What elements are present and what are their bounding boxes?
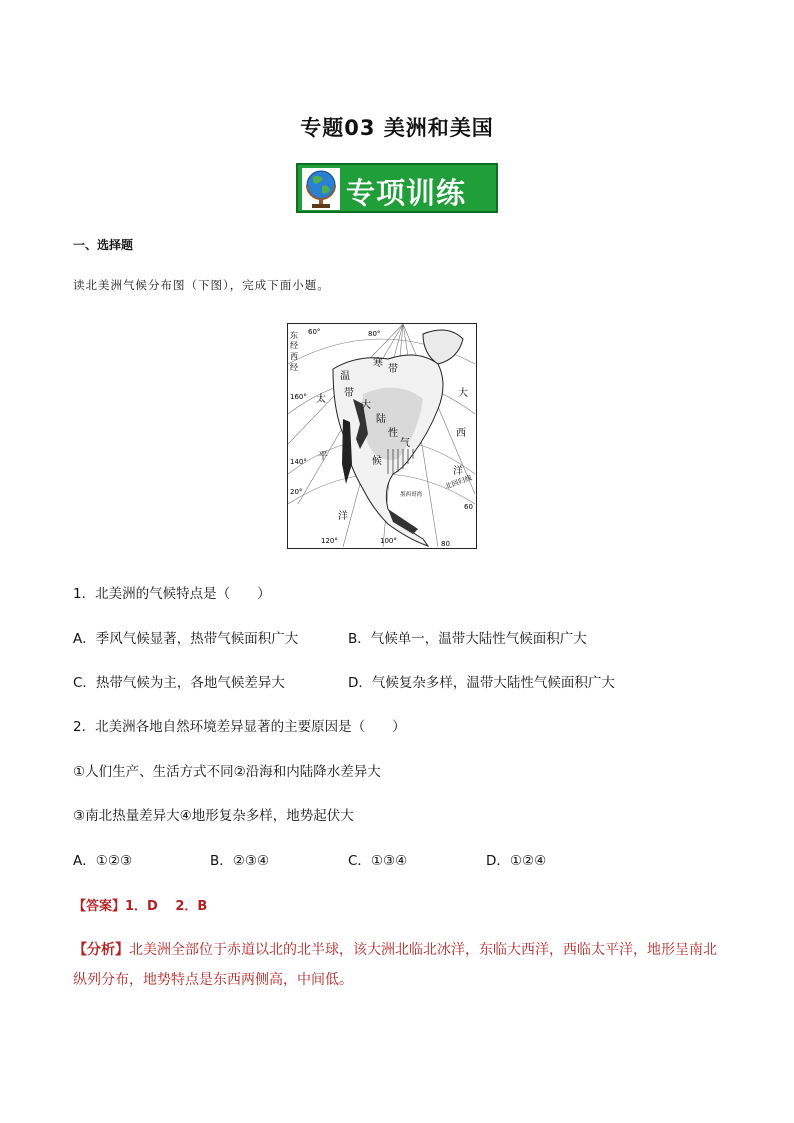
answer-label: 【答案】 (73, 899, 126, 914)
question-1-option-d[interactable]: D．气候复杂多样，温带大陆性气候面积广大 (348, 675, 615, 691)
north-america-climate-map (287, 323, 477, 549)
map-ocean-label: 大 (458, 388, 468, 399)
question-2-statement: ③南北热量差异大④地形复杂多样，地势起伏大 (73, 808, 354, 824)
map-climate-label: 性 (388, 428, 398, 439)
map-corner-label: 西 (290, 352, 298, 361)
map-climate-label: 寒 (373, 358, 383, 369)
map-longitude-label: 60° (308, 328, 321, 336)
section-banner (296, 163, 498, 213)
question-1-option-b[interactable]: B．气候单一，温带大陆性气候面积广大 (348, 631, 587, 647)
map-ocean-label: 西 (456, 428, 466, 439)
question-2-statement: ①人们生产、生活方式不同②沿海和内陆降水差异大 (73, 764, 381, 780)
question-1-option-c[interactable]: C．热带气候为主，各地气候差异大 (73, 675, 285, 691)
map-ocean-label: 洋 (453, 466, 463, 477)
globe-icon (302, 168, 340, 210)
map-ocean-label: 太 (316, 394, 326, 405)
question-2-option-d[interactable]: D．①②④ (486, 853, 547, 869)
map-drawing (288, 324, 475, 547)
question-2-option-c[interactable]: C．①③④ (348, 853, 408, 869)
map-longitude-label: 120° (321, 537, 338, 545)
map-climate-label: 气 (400, 438, 410, 449)
answer-value: 1．D 2．B (125, 899, 208, 914)
map-climate-label: 候 (372, 456, 382, 467)
section-heading: 一、选择题 (73, 238, 134, 252)
question-1-stem: 1．北美洲的气候特点是（ ） (73, 586, 271, 602)
map-corner-label: 东 (290, 331, 298, 340)
map-longitude-label: 100° (380, 537, 397, 545)
map-corner-label: 经 (290, 363, 298, 372)
map-gulf-label: 墨西哥湾 (400, 492, 423, 498)
map-ocean-label: 平 (318, 451, 328, 462)
map-longitude-label: 80 (441, 540, 450, 547)
analysis-paragraph (73, 935, 721, 995)
map-longitude-label: 60 (464, 503, 473, 511)
question-2-option-a[interactable]: A．①②③ (73, 853, 133, 869)
map-climate-label: 带 (388, 364, 398, 375)
question-1-option-a[interactable]: A．季风气候显著，热带气候面积广大 (73, 631, 299, 647)
map-longitude-label: 20° (290, 488, 303, 496)
intro-text: 读北美洲气候分布图（下图），完成下面小题。 (73, 278, 330, 292)
page-title: 专题03 美洲和美国 (300, 116, 494, 140)
map-climate-label: 陆 (376, 414, 386, 425)
map-climate-label: 带 (344, 388, 354, 399)
answer-line (73, 895, 207, 914)
map-ocean-label: 洋 (338, 511, 348, 522)
map-tropic-label: 北回归线 (443, 473, 473, 491)
map-longitude-label: 140° (290, 458, 307, 466)
map-longitude-label: 80° (368, 330, 381, 338)
analysis-label: 【分析】 (73, 942, 129, 958)
map-longitude-label: 160° (290, 393, 307, 401)
analysis-text: 北美洲全部位于赤道以北的北半球，该大洲北临北冰洋，东临大西洋，西临太平洋，地形呈南北纵列分布，地势特点是东西两侧高，中间低。 (73, 942, 717, 988)
question-2-option-b[interactable]: B．②③④ (210, 853, 270, 869)
question-2-stem: 2．北美洲各地自然环境差异显著的主要原因是（ ） (73, 719, 406, 735)
map-climate-label: 温 (340, 371, 350, 382)
map-climate-label: 大 (361, 400, 371, 411)
map-corner-label: 经 (290, 341, 298, 350)
banner-label: 专项训练 (346, 176, 467, 210)
